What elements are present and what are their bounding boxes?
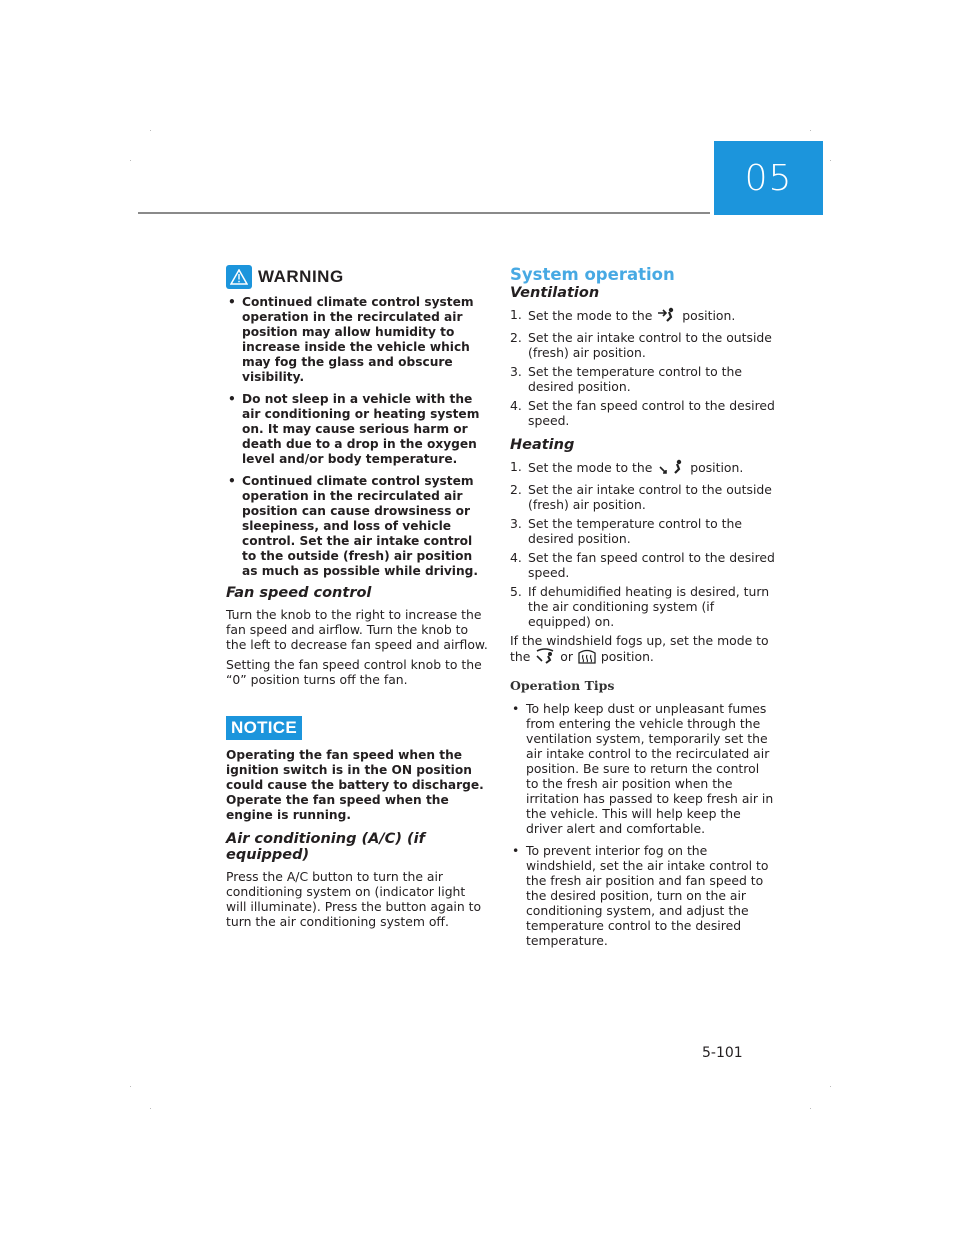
floor-mode-icon [656, 459, 686, 478]
defog-text: or [560, 649, 573, 664]
step-number: 2. [510, 330, 522, 345]
step-number: 1. [510, 307, 522, 322]
warning-list [226, 295, 488, 579]
warning-item: • Do not sleep in a vehicle with the air conditioning or heating system on. It may cause serious harm or death due to a drop in the oxygen level and/or body temperature. [226, 392, 488, 467]
tips-title: Operation Tips [510, 678, 615, 693]
tips-list [510, 701, 775, 948]
list-item [510, 307, 775, 326]
warning-item: • Continued climate control system operation in the recirculated air position may allow humidity to increase inside the vehicle which may fog the glass and obscure visibility. [226, 295, 488, 385]
step-number: 3. [510, 516, 522, 531]
defog-paragraph [510, 633, 775, 667]
warning-title: WARNING [258, 267, 344, 286]
defog-text: If the windshield fogs up, set the mode to the [510, 633, 769, 664]
step-number: 4. [510, 398, 522, 413]
warning-triangle-icon [226, 265, 252, 289]
list-item [510, 364, 775, 394]
step-number: 2. [510, 482, 522, 497]
header-rule [138, 212, 710, 214]
ac-section [226, 831, 488, 929]
step-text: Set the fan speed control to the desired speed. [528, 550, 775, 580]
heating-section [510, 437, 775, 667]
step-text: Set the air intake control to the outside (fresh) air position. [528, 482, 772, 512]
step-text: Set the air intake control to the outside (fresh) air position. [528, 330, 772, 360]
warning-item: • Continued climate control system operation in the recirculated air position can cause drowsiness or sleepiness, and loss of vehicle control. Set the air intake control to the outside (fresh) air position as much as possible while driving. [226, 474, 488, 579]
defog-text: position. [600, 649, 654, 664]
operation-tips [510, 678, 775, 955]
defrost-mode-icon [577, 648, 597, 667]
step-text: Set the mode to the [528, 460, 653, 475]
step-number: 5. [510, 584, 522, 599]
step-number: 1. [510, 459, 522, 474]
step-text: Set the temperature control to the desired position. [528, 516, 742, 546]
system-operation-section [510, 265, 775, 432]
ac-heading: Air conditioning (A/C) (if equipped) [226, 831, 425, 863]
list-item [510, 330, 775, 360]
ac-paragraph: Press the A/C button to turn the air conditioning system on (indicator light will illuminate). Press the button again to turn the air conditioning system off. [226, 869, 482, 929]
step-number: 4. [510, 550, 522, 565]
list-item [510, 584, 775, 629]
step-text: position. [690, 460, 744, 475]
step-text: Set the fan speed control to the desired speed. [528, 398, 775, 428]
heating-steps [510, 459, 775, 629]
notice-text: Operating the fan speed when the ignition switch is in the ON position could cause the battery to discharge. Operate the fan speed when the engine is running. [226, 748, 484, 822]
step-text: If dehumidified heating is desired, turn the air conditioning system (if equipped) on. [528, 584, 770, 629]
step-number: 3. [510, 364, 522, 379]
page-number: 5-101 [702, 1045, 743, 1061]
list-item [510, 459, 775, 478]
ventilation-heading: Ventilation [510, 285, 600, 301]
list-item: • To help keep dust or unpleasant fumes from entering the vehicle through the ventilation system, temporarily set the air intake control to the recirculated air position. Be sure to return the control to the fresh air position when the irritation has passed to keep fresh air in the vehicle. This will help keep the driver alert and comfortable. [510, 701, 775, 836]
list-item [510, 482, 775, 512]
list-item [510, 550, 775, 580]
heating-heading: Heating [510, 437, 575, 453]
fan-speed-section [226, 585, 488, 687]
fan-speed-paragraph: Turn the knob to the right to increase the fan speed and airflow. Turn the knob to the left to decrease fan speed and airflow. [226, 607, 488, 652]
step-text: Set the mode to the [528, 308, 653, 323]
list-item [510, 516, 775, 546]
warning-box [226, 265, 488, 586]
ventilation-steps [510, 307, 775, 428]
chapter-tab: 05 [714, 141, 823, 215]
step-text: Set the temperature control to the desired position. [528, 364, 742, 394]
floor-defrost-mode-icon [534, 648, 556, 667]
section-title: System operation [510, 265, 675, 284]
list-item [510, 398, 775, 428]
warning-header [226, 265, 488, 289]
vent-mode-icon [656, 307, 678, 326]
step-text: position. [682, 308, 736, 323]
notice-badge: NOTICE [226, 716, 302, 740]
fan-speed-paragraph: Setting the fan speed control knob to the “0” position turns off the fan. [226, 657, 482, 687]
fan-speed-heading: Fan speed control [226, 585, 372, 601]
list-item: • To prevent interior fog on the windshield, set the air intake control to the fresh air position and fan speed to the desired position, turn on the air conditioning system, and adjust the temperature control to the desired temperature. [510, 843, 775, 948]
notice-box [226, 716, 488, 823]
